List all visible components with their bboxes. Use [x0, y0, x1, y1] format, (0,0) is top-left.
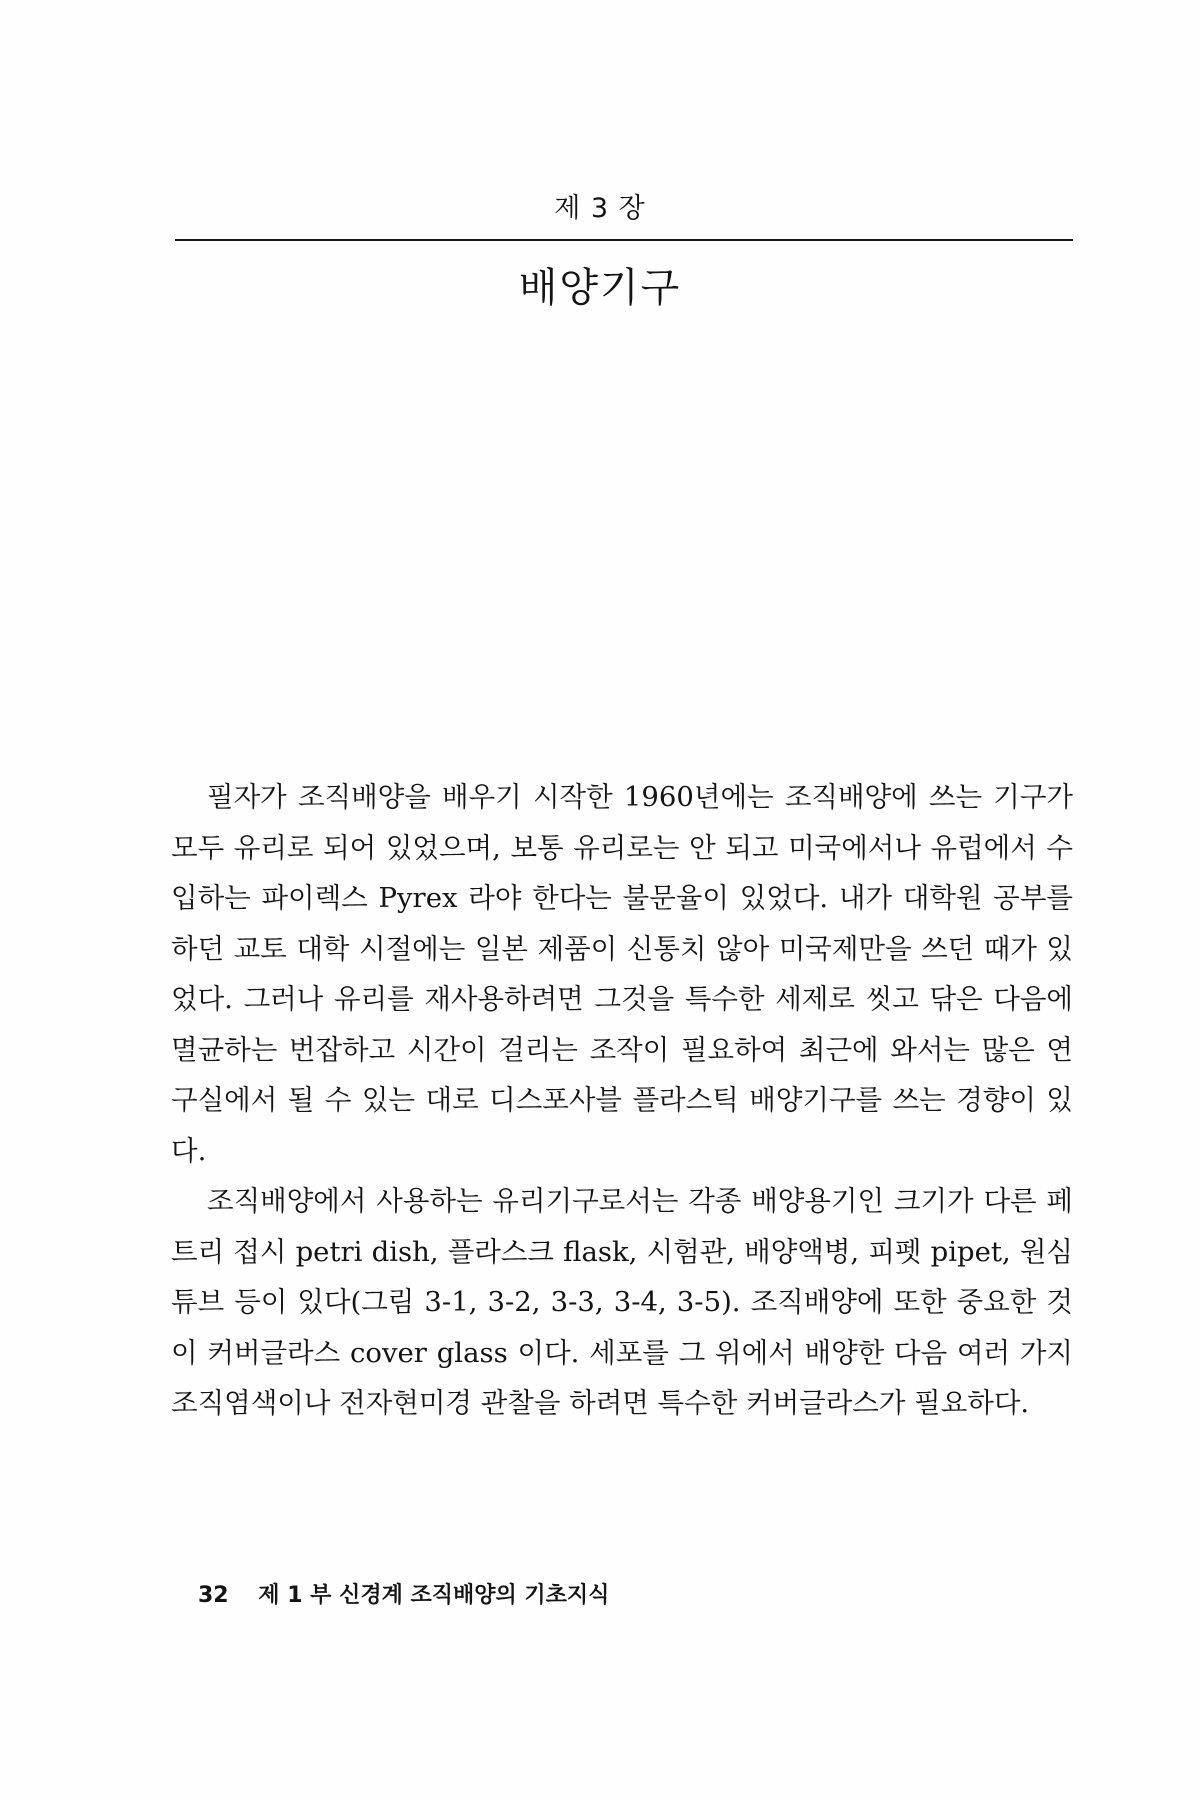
chapter-rule: [175, 239, 1073, 241]
running-title: 제 1 부 신경계 조직배양의 기초지식: [258, 1583, 610, 1608]
page-footer: [198, 1578, 609, 1609]
paragraph-2: 조직배양에서 사용하는 유리기구로서는 각종 배양용기인 크기가 다른 페트리 접시 petri dish, 플라스크 flask, 시험관, 배양액병, 피펫 pipet, 원심 튜브 등이 있다(그림 3-1, 3-2, 3-3, 3-4, 3-5). 조직배양에 또한 중요한 것이 커버글라스 cover glass 이다. 세포를 그 위에서 배양한 다음 여러 가지 조직염색이나 전자현미경 관찰을 하려면 특수한 커버글라스가 필요하다.: [171, 1185, 1073, 1419]
chapter-title: 배양기구: [518, 265, 682, 311]
page-number: 32: [198, 1583, 229, 1608]
chapter-label: 제 3 장: [554, 193, 646, 224]
paragraph-1: 필자가 조직배양을 배우기 시작한 1960년에는 조직배양에 쓰는 기구가 모두 유리로 되어 있었으며, 보통 유리로는 안 되고 미국에서나 유럽에서 수입하는 파이렉스 Pyrex 라야 한다는 불문율이 있었다. 내가 대학원 공부를 하던 교토 대학 시절에는 일본 제품이 신통치 않아 미국제만을 쓰던 때가 있었다. 그러나 유리를 재사용하려면 그것을 특수한 세제로 씻고 닦은 다음에 멸균하는 번잡하고 시간이 걸리는 조작이 필요하여 최근에 와서는 많은 연구실에서 될 수 있는 대로 디스포사블 플라스틱 배양기구를 쓰는 경향이 있다.: [171, 781, 1073, 1167]
body-text: [171, 772, 1073, 1429]
